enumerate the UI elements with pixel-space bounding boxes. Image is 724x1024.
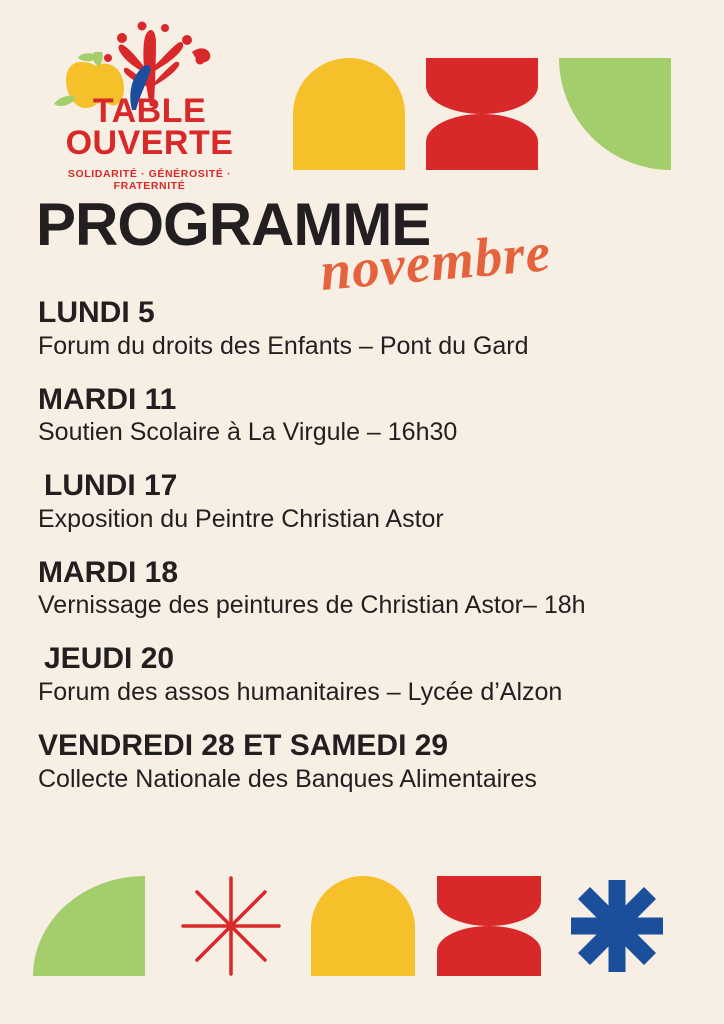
hourglass-shape-red-bottom [437,876,541,976]
arch-shape-yellow-bottom [311,876,415,976]
page-title: PROGRAMME [36,191,431,258]
logo-tagline: SOLIDARITÉ · GÉNÉROSITÉ · FRATERNITÉ [67,168,232,192]
event-description: Vernissage des peintures de Christian Astor– 18h [38,591,586,620]
event-day: LUNDI 5 [38,296,155,329]
asterisk-icon-blue [560,874,674,978]
starburst-icon-red [175,874,287,978]
logo-table-ouverte [32,18,267,190]
list-item [0,556,724,621]
logo-title [32,92,267,162]
event-description: Collecte Nationale des Banques Alimentaires [38,764,537,793]
event-description: Forum des assos humanitaires – Lycée d’Alzon [38,677,563,706]
list-item [0,469,724,534]
event-description: Soutien Scolaire à La Virgule – 16h30 [38,418,458,447]
title-block [0,190,724,300]
logo-line-2: OUVERTE [65,123,234,162]
bottom-decorative-shapes [0,866,724,976]
logo-line-1: TABLE [92,92,207,130]
poster-header [0,0,724,196]
event-day: JEUDI 20 [44,642,175,676]
event-description: Forum du droits des Enfants – Pont du Gard [38,331,529,360]
event-day: VENDREDI 28 ET SAMEDI 29 [38,728,449,762]
list-item [0,642,724,707]
arch-shape-yellow-top [293,58,405,170]
list-item [0,296,724,361]
list-item [0,383,724,448]
event-day: LUNDI 17 [44,469,178,503]
event-day: MARDI 18 [38,555,179,589]
event-description: Exposition du Peintre Christian Astor [38,504,444,533]
hourglass-shape-red-top [426,58,538,170]
quarter-circle-green-bottom [33,876,145,976]
list-item [0,729,724,794]
event-list [0,296,724,816]
quarter-circle-green-top [559,58,671,170]
month-title: novembre [317,221,554,302]
event-day: MARDI 11 [38,382,177,416]
